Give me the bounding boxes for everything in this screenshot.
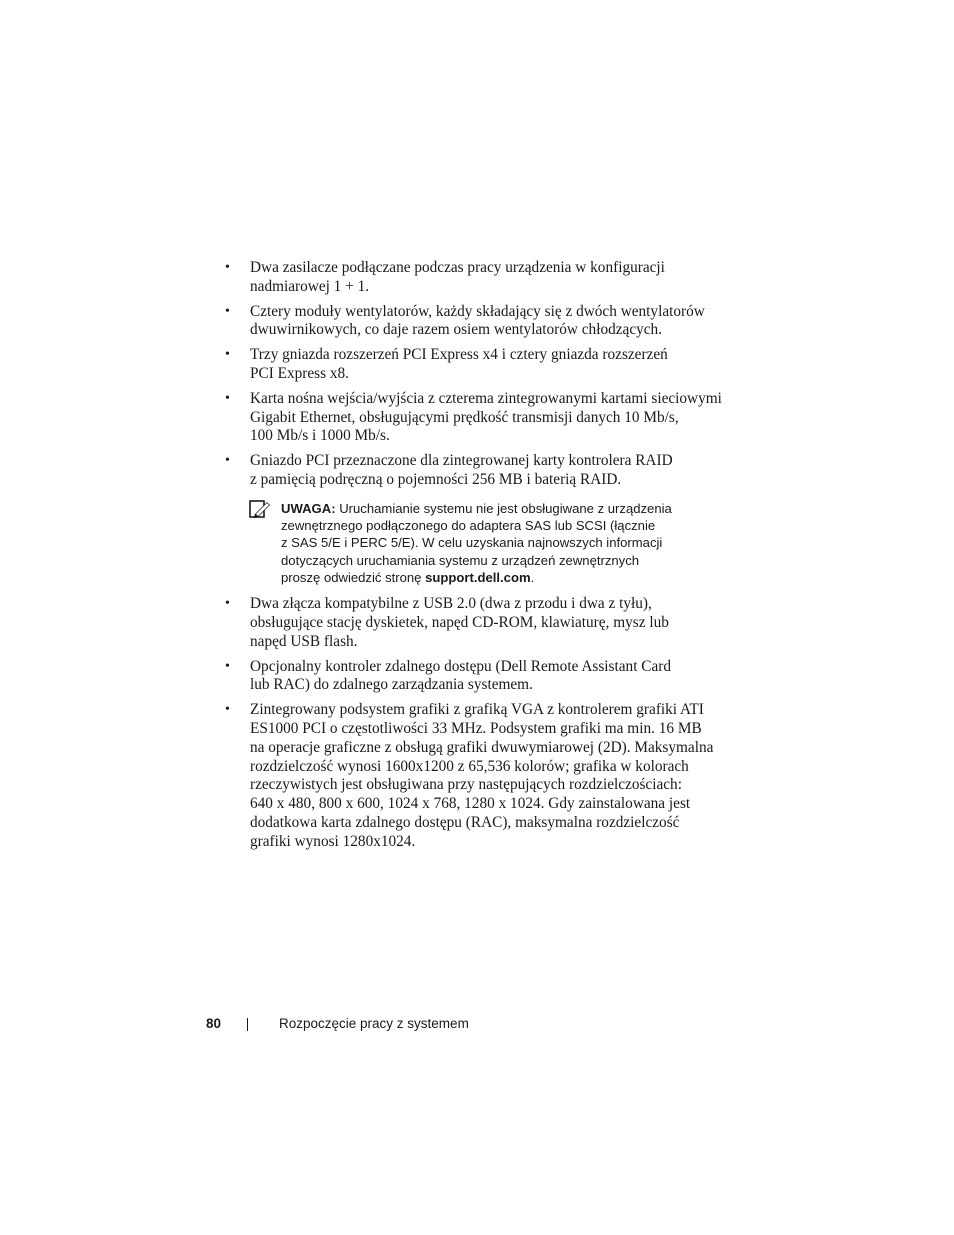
list-item-line: 640 x 480, 800 x 600, 1024 x 768, 1280 x 1024. Gdy zainstalowana jest — [250, 795, 691, 813]
list-item-line: Opcjonalny kontroler zdalnego dostępu (Dell Remote Assistant Card — [250, 657, 672, 675]
bullet-list — [225, 595, 725, 851]
list-item-line: dwuwirnikowych, co daje razem osiem wentylatorów chłodzących. — [250, 321, 663, 339]
list-item-line: PCI Express x8. — [250, 364, 350, 382]
bullet-marker: • — [225, 596, 230, 612]
note-line: dotyczących uruchamiania systemu z urządzeń zewnętrznych — [281, 552, 640, 568]
note-line: proszę odwiedzić stronę — [281, 569, 426, 585]
list-item-line: Trzy gniazda rozszerzeń PCI Express x4 i cztery gniazda rozszerzeń — [250, 346, 668, 364]
list-item-line: rzeczywistych jest obsługiwana przy następujących rozdzielczościach: — [250, 776, 682, 794]
list-item — [225, 595, 725, 651]
bullet-marker: • — [225, 702, 230, 718]
document-body — [225, 259, 725, 852]
list-item-line: Gigabit Ethernet, obsługującymi prędkość transmisji danych 10 Mb/s, — [250, 408, 679, 426]
list-item — [225, 346, 725, 384]
note-line-end: . — [530, 569, 535, 585]
note-box — [225, 500, 725, 586]
list-item — [225, 259, 725, 297]
list-item-line: nadmiarowej 1 + 1. — [250, 277, 370, 295]
note-line: Uruchamianie systemu nie jest obsługiwane z urządzenia — [335, 500, 672, 516]
list-item — [225, 452, 725, 490]
note-line: z SAS 5/E i PERC 5/E). W celu uzyskania najnowszych informacji — [281, 535, 663, 551]
bullet-marker: • — [225, 390, 230, 406]
bullet-marker: • — [225, 303, 230, 319]
list-item-line: Gniazdo PCI przeznaczone dla zintegrowanej karty kontrolera RAID — [250, 452, 673, 470]
note-line: zewnętrznego podłączonego do adaptera SAS lub SCSI (łącznie — [281, 518, 656, 534]
bullet-marker: • — [225, 260, 230, 275]
list-item-line: Karta nośna wejścia/wyjścia z czterema zintegrowanymi kartami sieciowymi — [250, 389, 722, 407]
list-item-line: 100 Mb/s i 1000 Mb/s. — [250, 427, 390, 445]
list-item-line: dodatkowa karta zdalnego dostępu (RAC), maksymalna rozdzielczość — [250, 814, 680, 832]
list-item-line: Cztery moduły wentylatorów, każdy składający się z dwóch wentylatorów — [250, 302, 705, 320]
list-item — [225, 658, 725, 696]
bullet-marker: • — [225, 347, 230, 363]
pencil-note-icon — [249, 500, 271, 518]
list-item-line: z pamięcią podręczną o pojemności 256 MB i baterią RAID. — [250, 470, 622, 488]
list-item-line: napęd USB flash. — [250, 632, 358, 650]
list-item-line: Dwa złącza kompatybilne z USB 2.0 (dwa z przodu i dwa z tyłu), — [250, 595, 652, 613]
list-item-line: rozdzielczość wynosi 1600x1200 z 65,536 kolorów; grafika w kolorach — [250, 757, 689, 775]
bullet-list — [225, 259, 725, 490]
list-item — [225, 303, 725, 341]
list-item-line: obsługujące stację dyskietek, napęd CD-ROM, klawiaturę, mysz lub — [250, 614, 669, 632]
note-label: UWAGA: — [281, 500, 336, 516]
list-item — [225, 390, 725, 446]
bullet-marker: • — [225, 453, 230, 469]
support-link[interactable]: support.dell.com — [425, 569, 531, 585]
page-number: 80 — [206, 1016, 222, 1031]
list-item — [225, 701, 725, 851]
list-item-line: Zintegrowany podsystem grafiki z grafiką VGA z kontrolerem grafiki ATI — [250, 701, 704, 719]
list-item-line: grafiki wynosi 1280x1024. — [250, 832, 416, 850]
list-item-line: na operacje graficzne z obsługą grafiki dwuwymiarowej (2D). Maksymalna — [250, 738, 714, 756]
list-item-line: lub RAC) do zdalnego zarządzania systemem. — [250, 676, 533, 694]
list-item-line: Dwa zasilacze podłączane podczas pracy urządzenia w konfiguracji — [250, 259, 665, 276]
footer-separator — [247, 1018, 248, 1031]
note-text — [281, 500, 725, 586]
footer-title: Rozpoczęcie pracy z systemem — [279, 1016, 469, 1031]
bullet-marker: • — [225, 658, 230, 674]
list-item-line: ES1000 PCI o częstotliwości 33 MHz. Podsystem grafiki ma min. 16 MB — [250, 720, 702, 738]
